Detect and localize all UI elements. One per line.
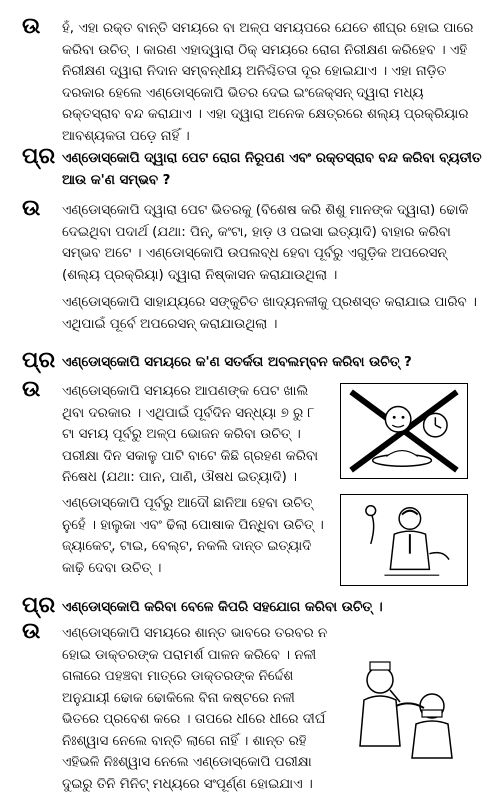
doctor-and-patient-icon [340,650,468,762]
answer-marker: ଉ [22,196,41,221]
fasting-icon [341,384,467,478]
question-4-text: ଏଣ୍ଡୋସ୍କୋପି କରିବା ବେଳେ କିପରି ସହଯୋଗ କରିବା ଉଚିତ୍ । [62,600,383,615]
question-marker: ପ୍ର [22,348,56,373]
answer-4-text: ଏଣ୍ଡୋସ୍କୋପି ସମୟରେ ଶାନ୍ତ ଭାବରେ ତରବର ନ ହୋଇ ଡାକ୍ତରଙ୍କ ପରାମର୍ଶ ପାଳନ କରିବେ । ନଳୀ ଗଳାରେ ପହଞ୍ଚବା ମାତ୍ରେ ଡାକ୍ତରଙ୍କ ନିର୍ଦ୍ଦେଶ ଅନୁଯାୟୀ ଢୋକ ଢୋକିଲେ ବିନା କଷ୍ଟରେ ନଳୀ ଭିତରେ ପ୍ରବେଶ କରେ । ତାପରେ ଧୀରେ ଧୀରେ ଦୀର୍ଘ ନିଃଶ୍ୱାସ ନେଲେ ବାନ୍ତି ଲାଗେ ନାହିଁ । ଶାନ୍ତ ରହି ଏହିଭଳି ନିଃଶ୍ୱାସ ନେଲେ ଏଣ୍ଡୋସ୍କୋପି ପରୀକ୍ଷା ଦୁଇରୁ ତିନି ମିନିଟ୍ ମଧ୍ୟରେ ସଂପୂର୍ଣ୍ଣ ହୋଇଯାଏ । [62,626,328,792]
endoscopy-procedure-illustration [340,650,468,762]
answer-marker: ଉ [22,619,41,644]
question-2-text: ଏଣ୍ଡୋସ୍କୋପି ଦ୍ୱାରା ପେଟ ରୋଗ ନିରୂପଣ ଏବଂ ରକ୍ତସ୍ରାବ ବନ୍ଦ କରିବା ବ୍ୟତୀତ ଆଉ କ'ଣ ସମ୍ଭବ ? [62,151,482,188]
question-marker: ପ୍ର [22,593,56,618]
question-marker: ପ୍ର [22,144,56,169]
answer-3b-text: ଏଣ୍ଡୋସ୍କୋପି ପୂର୍ବରୁ ଆଦୌ ଛାନିଆ ହେବା ଉଚିତ୍ ନୁହେଁ । ହାଲୁକା ଏବଂ ଢିଲା ପୋଷାକ ପିନ୍ଧିବା ଉଚିତ୍ । ଜ୍ୟାକେଟ୍, ଟାଇ, ବେଲ୍ଟ, ନକଲି ଦାନ୍ତ ଇତ୍ୟାଦି କାଢ଼ି ଦେବା ଉଚିତ୍ । [62,496,324,576]
answer-3-text: ଏଣ୍ଡୋସ୍କୋପି ସମୟରେ ଆପଣଙ୍କ ପେଟ ଖାଲି ଥିବା ଦରକାର । ଏଥିପାଇଁ ପୂର୍ବଦିନ ସନ୍ଧ୍ୟା ୭ ରୁ ୮ ଟା ସମୟ ପୂର୍ବରୁ ଅଳ୍ପ ଭୋଜନ କରିବା ଉଚିତ୍ । ପରୀକ୍ଷା ଦିନ ସକାଳୁ ପାଟି ବାଟେ କିଛି ଗ୍ରହଣ କରିବା ନିଷେଧ (ଯଥା: ପାନ, ପାଣି, ଔଷଧ ଇତ୍ୟାଦି) । [62,384,319,485]
answer-2b-text: ଏଣ୍ଡୋସ୍କୋପି ସାହାଯ୍ୟରେ ସଙ୍କୁଚିତ ଖାଦ୍ୟନଳୀକୁ ପ୍ରଶସ୍ତ କରାଯାଇ ପାରିବ । ଏଥିପାଇଁ ପୂର୍ବେ ଅପରେସନ୍ କରାଯାଉଥିଲା । [62,295,477,332]
answer-marker: ଉ [22,14,41,39]
person-removing-accessories-icon [341,495,467,585]
question-3-text: ଏଣ୍ଡୋସ୍କୋପି ସମୟରେ କ'ଣ ସତର୍କତା ଅବଲମ୍ବନ କରିବା ଉଚିତ୍ ? [62,355,412,370]
no-eating-illustration [340,383,468,479]
loose-clothing-illustration [340,494,468,586]
answer-1-text: ହଁ, ଏହା ରକ୍ତ ବାନ୍ତି ସମୟରେ ବା ଅଳ୍ପ ସମୟପରେ ଯେତେ ଶୀଘ୍ର ହୋଇ ପାରେ କରିବା ଉଚିତ୍ । କାରଣ ଏହାଦ୍ୱାରା ଠିକ୍ ସମୟରେ ରୋଗ ନିରୀକ୍ଷଣ କରିହେବ । ଏହି ନିରୀକ୍ଷଣ ଦ୍ୱାରା ନିଦାନ ସମ୍ବନ୍ଧୀୟ ଅନିଶ୍ଚିତତା ଦୂର ହୋଇଯାଏ । ଏହା ନାଡ଼ିତ ଦରକାର ହେଲେ ଏଣ୍ଡୋସ୍କୋପି ଭିତର ଦେଇ ଇଂଜେକ୍ସନ୍ ଦ୍ୱାରା ମଧ୍ୟ ରକ୍ତସ୍ରାବ ବନ୍ଦ କରାଯାଏ । ଏହା ଦ୍ୱାରା ଅନେକ କ୍ଷେତ୍ରରେ ଶଲ୍ୟ ପ୍ରକ୍ରିୟାର ଆବଶ୍ୟକତା ପଡ଼େ ନାହିଁ । [62,21,474,144]
answer-marker: ଉ [22,377,41,402]
answer-2-text: ଏଣ୍ଡୋସ୍କୋପି ଦ୍ୱାରା ପେଟ ଭିତରକୁ (ବିଶେଷ କରି ଶିଶୁ ମାନଙ୍କ ଦ୍ୱାରା) ଢୋକି ଦେଇଥିବା ପଦାର୍ଥ (ଯଥା: ପିନ୍, କଂଟା, ହାଡ଼ ଓ ପଇସା ଇତ୍ୟାଦି) ବାହାର କରିବା ସମ୍ଭବ ଅଟେ । ଏଣ୍ଡୋସ୍କୋପି ଉପଲବ୍ଧ ହେବା ପୂର୍ବରୁ ଏଗୁଡ଼ିକ ଅପରେସନ୍ (ଶଲ୍ୟ ପ୍ରକ୍ରିୟା) ଦ୍ୱାରା ନିଷ୍କାସନ କରାଯାଉଥିଲା । [62,203,469,283]
